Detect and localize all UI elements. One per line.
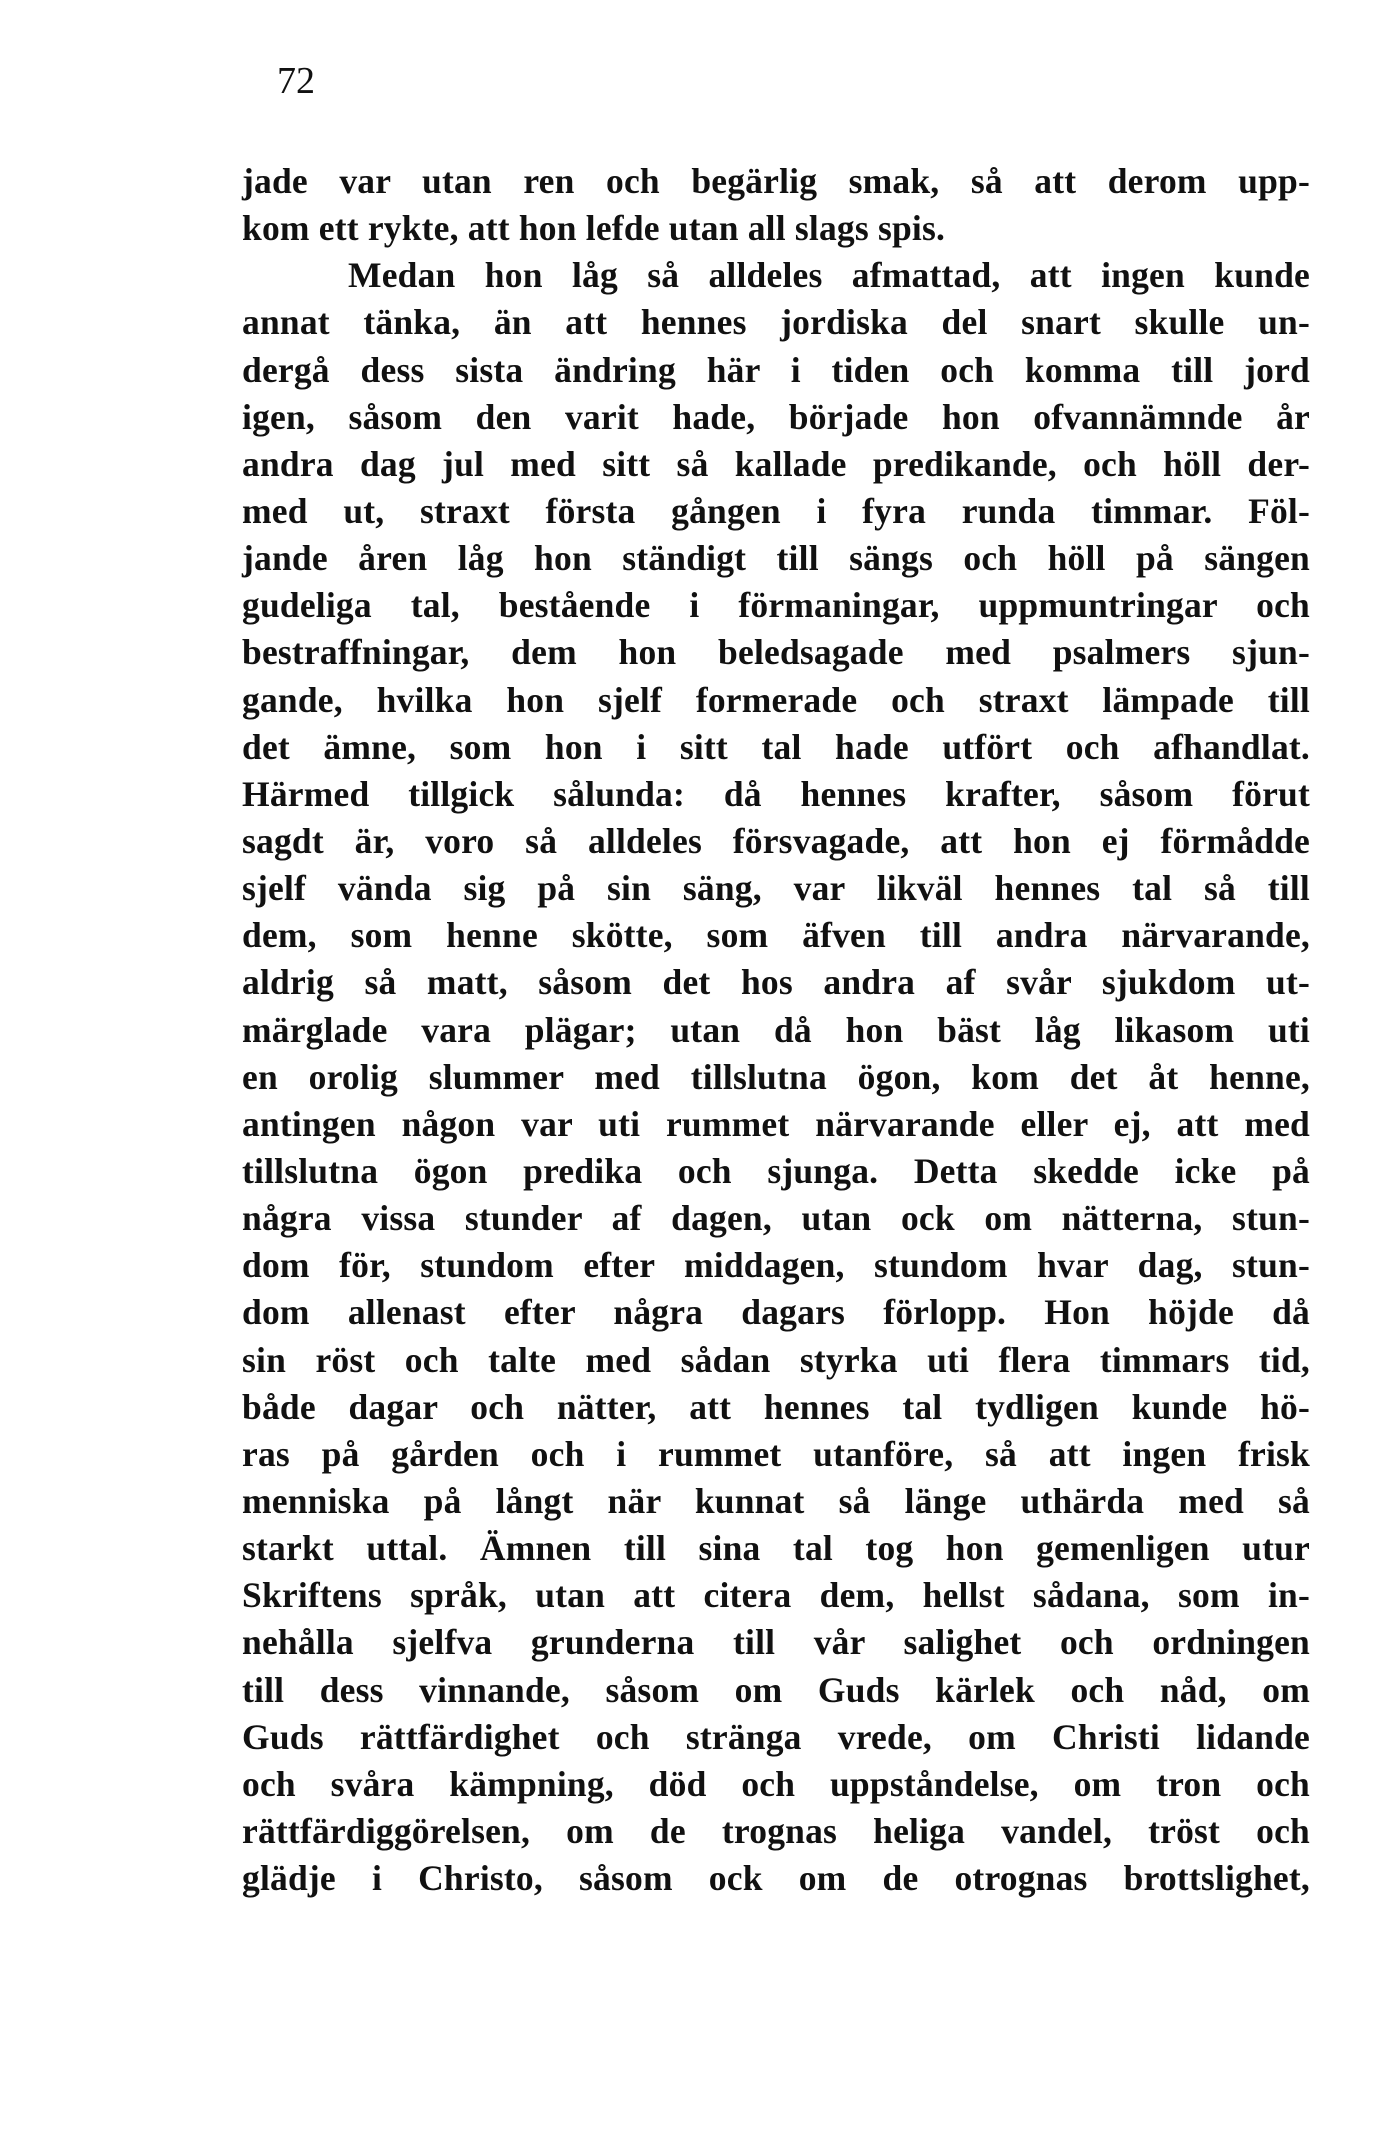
text-line: nehålla sjelfva grunderna till vår salighet och ordningen — [242, 1622, 1310, 1663]
text-line: dom för, stundom efter middagen, stundom hvar dag, stun- — [242, 1245, 1310, 1286]
text-line: både dagar och nätter, att hennes tal tydligen kunde hö- — [242, 1386, 1310, 1427]
text-line: jande åren låg hon ständigt till sängs och höll på sängen — [242, 538, 1310, 579]
text-line: Guds rättfärdighet och stränga vrede, om Christi lidande — [242, 1716, 1310, 1757]
text-line: några vissa stunder af dagen, utan ock om nätterna, stun- — [242, 1198, 1310, 1239]
text-line: dom allenast efter några dagars förlopp. Hon höjde då — [242, 1292, 1310, 1333]
text-line: igen, såsom den varit hade, började hon ofvannämnde år — [242, 396, 1310, 437]
text-line: Skriftens språk, utan att citera dem, hellst sådana, som in- — [242, 1575, 1310, 1616]
page-number: 72 — [277, 60, 315, 102]
text-line: rättfärdiggörelsen, om de trognas heliga vandel, tröst och — [242, 1810, 1310, 1851]
text-line: Medan hon låg så alldeles afmattad, att ingen kunde — [348, 255, 1310, 296]
text-line: menniska på långt när kunnat så länge uthärda med så — [242, 1480, 1310, 1521]
text-line: en orolig slummer med tillslutna ögon, kom det åt henne, — [242, 1056, 1310, 1097]
text-line: jade var utan ren och begärlig smak, så att derom upp- — [242, 161, 1310, 201]
text-line: ras på gården och i rummet utanföre, så att ingen frisk — [242, 1433, 1310, 1474]
text-line: med ut, straxt första gången i fyra runda timmar. Föl- — [242, 490, 1310, 531]
text-line: andra dag jul med sitt så kallade predikande, och höll der- — [242, 443, 1310, 484]
text-line: annat tänka, än att hennes jordiska del snart skulle un- — [242, 302, 1310, 343]
text-line: gudeliga tal, bestående i förmaningar, uppmuntringar och — [242, 585, 1310, 626]
text-line: dem, som henne skötte, som äfven till andra närvarande, — [242, 915, 1310, 956]
body-text — [242, 158, 1310, 1902]
text-line: tillslutna ögon predika och sjunga. Detta skedde icke på — [242, 1150, 1310, 1191]
text-line: bestraffningar, dem hon beledsagade med psalmers sjun- — [242, 632, 1310, 673]
text-line: gande, hvilka hon sjelf formerade och straxt lämpade till — [242, 679, 1310, 720]
text-line: sjelf vända sig på sin säng, var likväl hennes tal så till — [242, 868, 1310, 909]
text-line: kom ett rykte, att hon lefde utan all slags spis. — [242, 208, 946, 249]
text-line: aldrig så matt, såsom det hos andra af svår sjukdom ut- — [242, 962, 1310, 1003]
text-line: starkt uttal. Ämnen till sina tal tog hon gemenligen utur — [242, 1528, 1310, 1569]
text-line: antingen någon var uti rummet närvarande eller ej, att med — [242, 1103, 1310, 1144]
text-line: glädje i Christo, såsom ock om de otrognas brottslighet, — [242, 1858, 1310, 1899]
text-line: dergå dess sista ändring här i tiden och komma till jord — [242, 349, 1310, 390]
text-line: sin röst och talte med sådan styrka uti flera timmars tid, — [242, 1339, 1310, 1380]
text-line: det ämne, som hon i sitt tal hade utfört och afhandlat. — [242, 726, 1310, 767]
text-line: Härmed tillgick sålunda: då hennes krafter, såsom förut — [242, 773, 1310, 814]
text-line: märglade vara plägar; utan då hon bäst låg likasom uti — [242, 1009, 1310, 1050]
text-line: sagdt är, voro så alldeles försvagade, att hon ej förmådde — [242, 820, 1310, 861]
text-line: och svåra kämpning, död och uppståndelse, om tron och — [242, 1763, 1310, 1804]
text-line: till dess vinnande, såsom om Guds kärlek och nåd, om — [242, 1669, 1310, 1710]
